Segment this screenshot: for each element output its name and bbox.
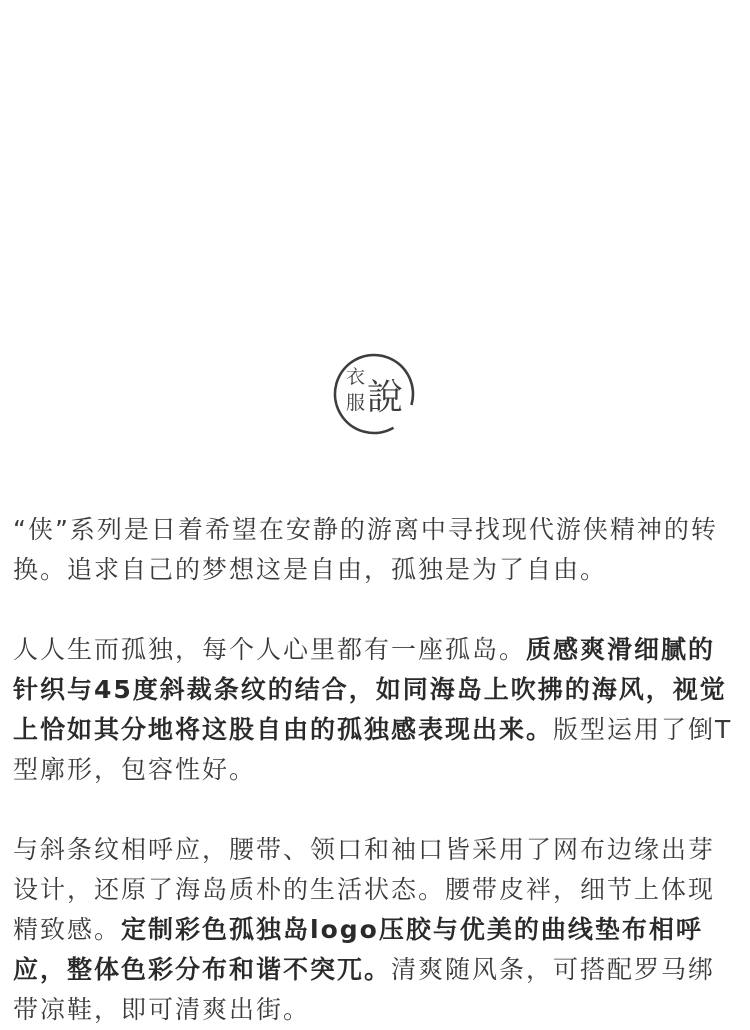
logo-char-yi: 衣 <box>346 366 366 388</box>
paragraph-2 <box>13 630 738 790</box>
bold-text-segment: 质感爽滑细腻的针织与45度斜裁条纹的结合，如同海岛上吹拂的海风，视觉上恰如其分地将这股自由的孤独感表现出来。 <box>13 635 727 744</box>
text-segment: 与斜条纹相呼应，腰带、领口和袖口皆采用了网布边缘出芽设计，还原了海岛质朴的生活状态。腰带皮袢，细节上体现精致感。 <box>13 835 716 944</box>
article-body <box>13 510 738 1030</box>
logo-char-fu: 服 <box>346 392 366 414</box>
text-segment: “侠”系列是日着希望在安静的游离中寻找现代游侠精神的转换。追求自己的梦想这是自由，孤独是为了自由。 <box>13 515 718 584</box>
logo-char-shuo: 說 <box>367 377 404 418</box>
paragraph-1 <box>13 510 738 590</box>
brand-logo <box>331 351 417 437</box>
bold-text-segment: 定制彩色孤独岛logo压胶与优美的曲线垫布相呼应，整体色彩分布和谐不突兀。 <box>13 915 703 984</box>
text-segment: 人人生而孤独，每个人心里都有一座孤岛。 <box>13 635 527 664</box>
logo-seal <box>331 351 417 437</box>
text-segment: 版型运用了倒T型廓形，包容性好。 <box>13 715 733 784</box>
paragraph-3 <box>13 830 738 1030</box>
text-segment: 清爽随风条，可搭配罗马绑带凉鞋，即可清爽出街。 <box>13 955 716 1024</box>
